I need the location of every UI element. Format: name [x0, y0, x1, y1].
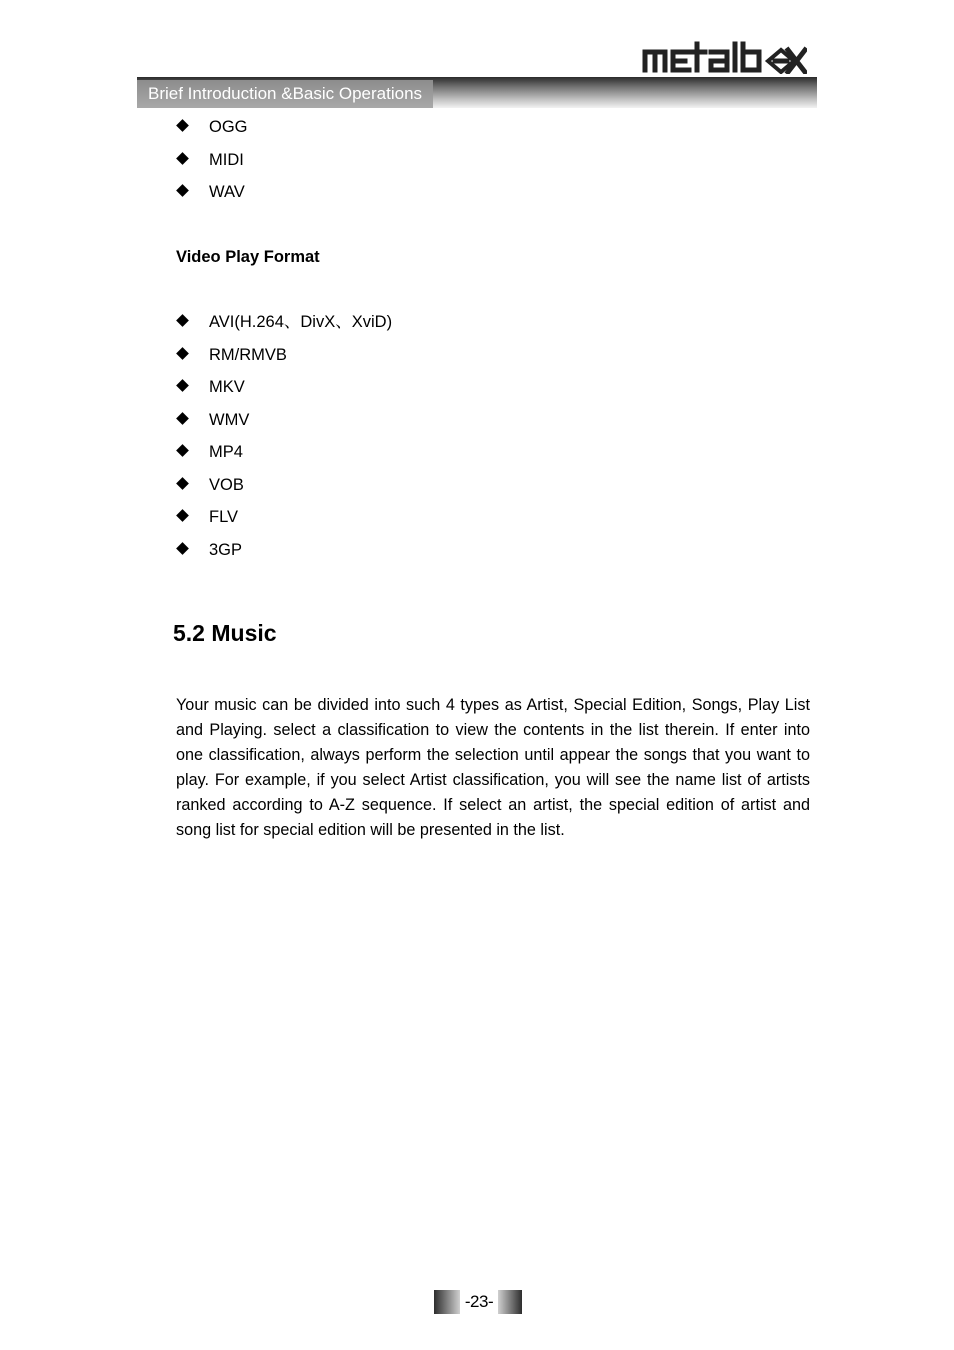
list-item: MIDI — [176, 149, 248, 182]
page-number-right-bar — [498, 1290, 522, 1314]
list-item: WAV — [176, 181, 248, 214]
list-item: WMV — [176, 409, 392, 442]
diamond-bullet-icon — [176, 347, 189, 360]
diamond-bullet-icon — [176, 444, 189, 457]
music-description: Your music can be divided into such 4 types as Artist, Special Edition, Songs, Play List and Playing. select a classification to view the contents in the list therein. If enter into one classification, always perform the selection until appear the songs that you want to play. For example, if you select Artist classification, you will see the name list of artists ranked according to A-Z sequence. If select an artist, the special edition of artist and song list for special edition will be presented in the list. — [176, 696, 810, 839]
list-item: MKV — [176, 376, 392, 409]
list-item: AVI(H.264、DivX、XviD) — [176, 311, 392, 344]
diamond-bullet-icon — [176, 412, 189, 425]
list-item: 3GP — [176, 539, 392, 572]
diamond-bullet-icon — [176, 184, 189, 197]
diamond-bullet-icon — [176, 119, 189, 132]
metalbox-logo — [641, 40, 807, 74]
section-title: 5.2 Music — [173, 620, 277, 646]
list-item: FLV — [176, 506, 392, 539]
video-format-heading: Video Play Format — [176, 248, 320, 266]
audio-format-list — [176, 116, 248, 214]
diamond-bullet-icon — [176, 509, 189, 522]
diamond-bullet-icon — [176, 152, 189, 165]
diamond-bullet-icon — [176, 477, 189, 490]
page-number-left-bar — [434, 1290, 460, 1314]
video-format-list — [176, 311, 392, 571]
page-number-text: -23- — [464, 1292, 494, 1311]
diamond-bullet-icon — [176, 314, 189, 327]
diamond-bullet-icon — [176, 379, 189, 392]
list-item: OGG — [176, 116, 248, 149]
list-item: MP4 — [176, 441, 392, 474]
list-item: VOB — [176, 474, 392, 507]
page-number — [434, 1290, 522, 1314]
diamond-bullet-icon — [176, 542, 189, 555]
section-label: Brief Introduction &Basic Operations — [137, 80, 433, 108]
list-item: RM/RMVB — [176, 344, 392, 377]
